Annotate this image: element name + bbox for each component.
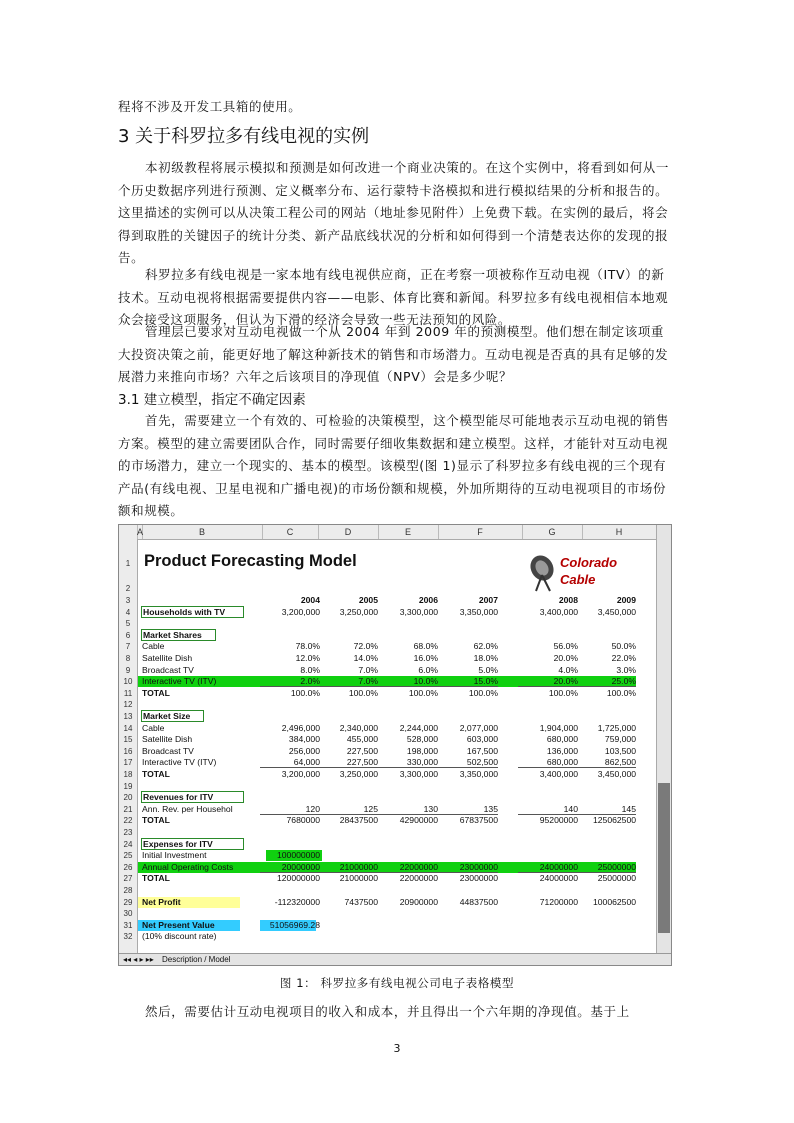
share-label: Cable (142, 641, 165, 652)
row-number-18[interactable]: 18 (123, 770, 133, 779)
net-profit-value-5: 71200000 (539, 896, 578, 907)
share-value-5: 20.0% (518, 676, 578, 687)
row-number-32[interactable]: 32 (123, 932, 133, 942)
initial-investment-label: Initial Investment (142, 850, 207, 861)
exp-total-value-5: 24000000 (539, 873, 578, 884)
sizes-total-value-6: 3,450,000 (597, 769, 636, 779)
column-header-H[interactable]: H (582, 525, 657, 539)
year-header-5: 2008 (558, 595, 578, 605)
row-number-9[interactable]: 9 (125, 665, 131, 675)
size-label: Broadcast TV (142, 745, 194, 756)
shares-total-value-6: 100.0% (606, 687, 636, 698)
row-number-26[interactable]: 26 (123, 862, 133, 872)
size-label: Cable (142, 722, 165, 733)
share-value-2: 7.0% (318, 676, 378, 687)
exp-total-label: TOTAL (142, 873, 170, 884)
share-value-1: 8.0% (300, 664, 320, 675)
share-value-3: 10.0% (378, 676, 438, 687)
satellite-dish-icon (526, 553, 560, 593)
size-value-1: 384,000 (288, 734, 320, 745)
households-value-4: 3,350,000 (459, 606, 498, 617)
exp-total-value-3: 22000000 (399, 873, 438, 884)
share-value-4: 18.0% (473, 653, 498, 663)
row-number-24[interactable]: 24 (123, 839, 133, 849)
households-label: Households with TV (141, 606, 244, 618)
initial-investment-value: 100000000 (276, 850, 320, 861)
row-number-2[interactable]: 2 (125, 584, 131, 593)
size-value-2: 455,000 (346, 734, 378, 745)
discount-label: (10% discount rate) (142, 931, 217, 942)
logo-text-line2: Cable (560, 572, 596, 587)
row-number-22[interactable]: 22 (123, 816, 133, 826)
shares-total-label: TOTAL (142, 687, 170, 698)
row-number-17[interactable]: 17 (123, 758, 133, 768)
size-value-5: 136,000 (546, 745, 578, 756)
share-label: Interactive TV (ITV) (142, 676, 217, 687)
column-header-bar (119, 525, 671, 540)
op-costs-label: Annual Operating Costs (142, 861, 234, 872)
share-value-5: 56.0% (553, 641, 578, 652)
year-header-6: 2009 (616, 595, 636, 605)
logo-text-line1: Colorado (560, 555, 618, 570)
column-header-D[interactable]: D (318, 525, 379, 539)
rev-total-value-4: 67837500 (459, 815, 498, 826)
company-logo (526, 553, 646, 595)
revenues-label: Revenues for ITV (141, 791, 244, 803)
sheet-title: Product Forecasting Model (144, 552, 357, 570)
exp-total-value-4: 23000000 (459, 873, 498, 884)
exp-total-value-1: 120000000 (276, 873, 320, 884)
households-value-2: 3,250,000 (339, 606, 378, 617)
row-number-13[interactable]: 13 (123, 712, 133, 721)
paragraph-3: 管理层已要求对互动电视做一个从 2004 年到 2009 年的预测模型。他们想在制定该项重大投资决策之前，能更好地了解这种新技术的销售和市场潜力。互动电视是否真的具有足够的发展潜力来推向市场？六年之后该项目的净现值（NPV）会是多少呢？ (118, 324, 669, 384)
share-value-4: 15.0% (438, 676, 498, 687)
size-label: Interactive TV (ITV) (142, 757, 217, 768)
size-value-3: 330,000 (378, 757, 438, 768)
share-value-5: 4.0% (558, 664, 578, 675)
net-profit-value-6: 100062500 (592, 896, 636, 907)
share-label: Satellite Dish (142, 653, 193, 663)
share-value-2: 14.0% (353, 653, 378, 663)
op-costs-value-6: 25000000 (576, 862, 636, 873)
row-number-20[interactable]: 20 (123, 793, 133, 803)
npv-value: 51056969.28 (269, 919, 320, 930)
shares-total-value-1: 100.0% (290, 687, 320, 698)
row-number-1[interactable]: 1 (125, 559, 131, 568)
row-number-15[interactable]: 15 (123, 735, 133, 745)
column-header-A[interactable]: A (137, 527, 144, 537)
op-costs-value-3: 22000000 (378, 862, 438, 873)
size-value-5: 1,904,000 (539, 722, 578, 733)
figure-caption: 图 1： 科罗拉多有线电视公司电子表格模型 (279, 976, 515, 990)
row-number-3[interactable]: 3 (125, 596, 131, 605)
year-header-4: 2007 (478, 595, 498, 605)
market-size-label: Market Size (141, 710, 204, 722)
op-costs-value-1: 20000000 (260, 862, 320, 873)
row-number-6[interactable]: 6 (125, 630, 131, 640)
share-value-6: 22.0% (611, 653, 636, 663)
sizes-total-value-2: 3,250,000 (339, 769, 378, 779)
row-number-27[interactable]: 27 (123, 874, 133, 884)
row-number-5[interactable]: 5 (125, 619, 131, 629)
section-heading: 3 关于科罗拉多有线电视的实例 (118, 126, 370, 147)
households-value-6: 3,450,000 (597, 606, 636, 617)
size-value-3: 2,244,000 (399, 722, 438, 733)
share-label: Broadcast TV (142, 664, 194, 675)
share-value-1: 2.0% (260, 676, 320, 687)
rev-total-label: TOTAL (142, 815, 170, 826)
column-header-C[interactable]: C (262, 525, 319, 539)
size-value-1: 64,000 (260, 757, 320, 768)
size-value-4: 502,500 (438, 757, 498, 768)
npv-label: Net Present Value (142, 919, 215, 930)
spreadsheet-figure (118, 524, 672, 966)
share-value-1: 78.0% (295, 641, 320, 652)
share-value-2: 7.0% (358, 664, 378, 675)
share-value-5: 20.0% (553, 653, 578, 663)
row-number-21[interactable]: 21 (123, 804, 133, 814)
households-value-1: 3,200,000 (281, 606, 320, 617)
share-value-3: 6.0% (418, 664, 438, 675)
size-value-1: 2,496,000 (281, 722, 320, 733)
row-header-bar (119, 539, 138, 953)
op-costs-value-2: 21000000 (318, 862, 378, 873)
row-number-8[interactable]: 8 (125, 654, 131, 663)
market-shares-label: Market Shares (141, 629, 216, 641)
size-value-2: 2,340,000 (339, 722, 378, 733)
size-value-5: 680,000 (518, 757, 578, 768)
ann-rev-value-1: 120 (260, 804, 320, 815)
row-number-31[interactable]: 31 (123, 920, 133, 930)
scrollbar-thumb[interactable] (658, 783, 670, 933)
rev-total-value-1: 7680000 (286, 815, 320, 826)
shares-total-value-2: 100.0% (348, 687, 378, 698)
net-profit-label: Net Profit (142, 896, 181, 907)
row-number-16[interactable]: 16 (123, 746, 133, 756)
rev-total-value-3: 42900000 (399, 815, 438, 826)
size-value-4: 603,000 (466, 734, 498, 745)
size-value-6: 103,500 (604, 745, 636, 756)
net-profit-value-4: 44837500 (459, 896, 498, 907)
row-number-12[interactable]: 12 (123, 700, 133, 710)
size-value-2: 227,500 (346, 745, 378, 756)
shares-total-value-3: 100.0% (408, 687, 438, 698)
size-label: Satellite Dish (142, 734, 193, 745)
vertical-scrollbar[interactable] (656, 525, 671, 953)
ann-rev-value-5: 140 (518, 804, 578, 815)
row-number-7[interactable]: 7 (125, 642, 131, 652)
sheet-tab-bar[interactable] (119, 953, 671, 966)
sizes-total-value-4: 3,350,000 (459, 769, 498, 779)
net-profit-value-1: -112320000 (274, 896, 320, 907)
share-value-3: 68.0% (413, 641, 438, 652)
share-value-6: 3.0% (616, 664, 636, 675)
row-number-30[interactable]: 30 (123, 909, 133, 919)
row-number-23[interactable]: 23 (123, 828, 133, 837)
size-value-4: 167,500 (466, 745, 498, 756)
shares-total-value-5: 100.0% (548, 687, 578, 698)
size-value-1: 256,000 (288, 745, 320, 756)
sizes-total-label: TOTAL (142, 769, 170, 779)
ann-rev-value-3: 130 (378, 804, 438, 815)
row-number-10[interactable]: 10 (123, 677, 133, 687)
size-value-3: 528,000 (406, 734, 438, 745)
ann-rev-value-2: 125 (318, 804, 378, 815)
rev-total-value-2: 28437500 (339, 815, 378, 826)
share-value-6: 50.0% (611, 641, 636, 652)
share-value-4: 62.0% (473, 641, 498, 652)
size-value-3: 198,000 (406, 745, 438, 756)
select-all-corner[interactable] (119, 525, 138, 539)
paragraph-1: 本初级教程将展示模拟和预测是如何改进一个商业决策的。在这个实例中，将看到如何从一个历史数据序列进行预测、定义概率分布、运行蒙特卡洛模拟和进行模拟结果的分析和报告的。这里描述的实例可以从决策工程公司的网站（地址参见附件）上免费下载。在实例的最后，将会得到取胜的关键因子的统计分类、新产品底线状况的分析和如何得到一个清楚表达你的发现的报告。 (118, 160, 670, 265)
share-value-2: 72.0% (353, 641, 378, 652)
year-header-3: 2006 (418, 595, 438, 605)
share-value-3: 16.0% (413, 653, 438, 663)
sheet-tabs[interactable]: Description / Model (162, 955, 231, 964)
op-costs-value-5: 24000000 (518, 862, 578, 873)
subsection-heading: 3.1 建立模型，指定不确定因素 (118, 392, 306, 408)
expenses-label: Expenses for ITV (141, 838, 244, 850)
size-value-6: 862,500 (576, 757, 636, 768)
rev-total-value-5: 95200000 (539, 815, 578, 826)
column-header-G[interactable]: G (522, 525, 583, 539)
rev-total-value-6: 125062500 (592, 815, 636, 826)
net-profit-value-2: 7437500 (344, 896, 378, 907)
ann-rev-value-6: 145 (576, 804, 636, 815)
size-value-6: 759,000 (604, 734, 636, 745)
size-value-5: 680,000 (546, 734, 578, 745)
exp-total-value-6: 25000000 (597, 873, 636, 884)
ann-rev-value-4: 135 (438, 804, 498, 815)
row-number-4[interactable]: 4 (125, 607, 131, 617)
row-number-19[interactable]: 19 (123, 781, 133, 791)
intro-line: 程将不涉及开发工具箱的使用。 (118, 99, 302, 114)
sizes-total-value-1: 3,200,000 (281, 769, 320, 779)
spreadsheet-grid (138, 539, 656, 953)
paragraph-2: 科罗拉多有线电视是一家本地有线电视供应商，正在考察一项被称作互动电视（ITV）的新技术。互动电视将根据需要提供内容——电影、体育比赛和新闻。科罗拉多有线电视相信本地观众会接受这项服务，但认为下滑的经济会导致一些无法预知的风险。 (118, 267, 669, 327)
size-value-2: 227,500 (318, 757, 378, 768)
sizes-total-value-5: 3,400,000 (539, 769, 578, 779)
ann-rev-label: Ann. Rev. per Househol (142, 803, 233, 814)
row-number-29[interactable]: 29 (123, 897, 133, 907)
sizes-total-value-3: 3,300,000 (399, 769, 438, 779)
closing-line: 然后，需要估计互动电视项目的收入和成本，并且得出一个六年期的净现值。基于上 (145, 1004, 630, 1019)
paragraph-4: 首先，需要建立一个有效的、可检验的决策模型，这个模型能尽可能地表示互动电视的销售方案。模型的建立需要团队合作，同时需要仔细收集数据和建立模型。这样，才能针对互动电视的市场潜力，建立一个现实的、基本的模型。该模型(图 1)显示了科罗拉多有线电视的三个现有产品(有线电视、卫星电视和广播电视)的市场份额和规模，外加所期待的互动电视项目的市场份额和规模。 (118, 413, 670, 518)
net-profit-value-3: 20900000 (399, 896, 438, 907)
column-header-B[interactable]: B (142, 525, 263, 539)
column-header-F[interactable]: F (438, 525, 523, 539)
households-value-5: 3,400,000 (539, 606, 578, 617)
year-header-2: 2005 (358, 595, 378, 605)
op-costs-value-4: 23000000 (438, 862, 498, 873)
tab-nav-arrows-icon[interactable]: ◂◂ ◂ ▸ ▸▸ (123, 955, 154, 964)
row-number-25[interactable]: 25 (123, 851, 133, 861)
page-number: 3 (393, 1042, 401, 1055)
year-header-1: 2004 (300, 595, 320, 605)
row-number-14[interactable]: 14 (123, 723, 133, 733)
shares-total-value-4: 100.0% (468, 687, 498, 698)
share-value-1: 12.0% (295, 653, 320, 663)
row-number-11[interactable]: 11 (123, 688, 133, 698)
column-header-E[interactable]: E (378, 525, 439, 539)
size-value-4: 2,077,000 (459, 722, 498, 733)
size-value-6: 1,725,000 (597, 722, 636, 733)
share-value-4: 5.0% (478, 664, 498, 675)
row-number-28[interactable]: 28 (123, 886, 133, 895)
share-value-6: 25.0% (576, 676, 636, 687)
exp-total-value-2: 21000000 (339, 873, 378, 884)
households-value-3: 3,300,000 (399, 606, 438, 617)
